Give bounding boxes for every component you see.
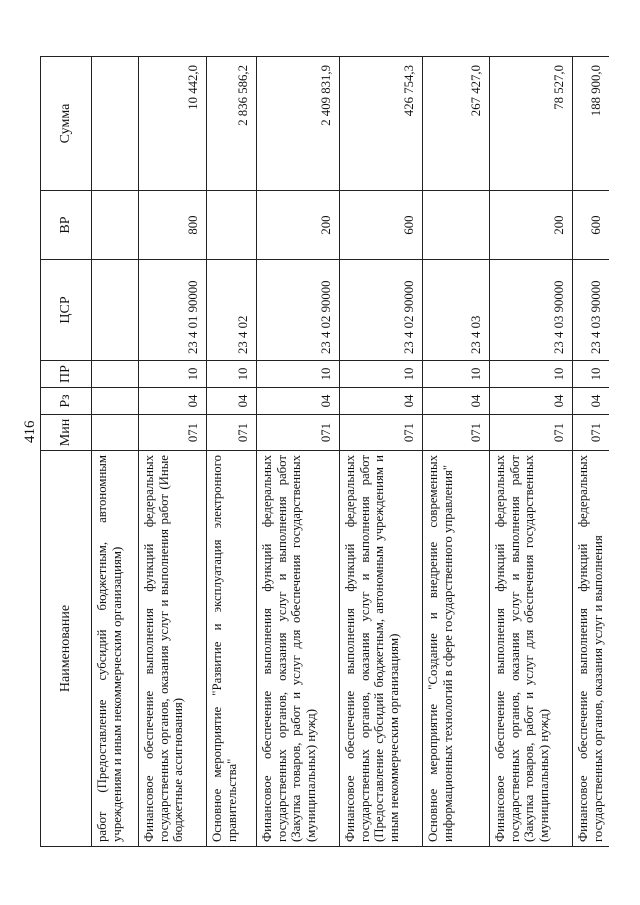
row-csr: 23 4 03 90000: [573, 260, 609, 361]
header-name: Наименование: [41, 451, 92, 847]
row-name: Финансовое обеспечение выполнения функций федеральных государственных органов, оказания услуг и выполнения работ (Предоставление субсидий бюджетным, автономным учреждениям и иным некоммерческим организациям): [340, 451, 423, 847]
row-vr: [92, 191, 139, 260]
table-row: [139, 57, 207, 847]
header-rz: Рз: [41, 388, 92, 415]
row-pr: 10: [573, 361, 609, 388]
row-vr: [207, 191, 257, 260]
rotated-page: [40, 57, 605, 847]
row-rz: 04: [340, 388, 423, 415]
row-sum: 2 836 586,2: [207, 57, 257, 191]
row-sum: 267 427,0: [423, 57, 490, 191]
row-pr: 10: [257, 361, 340, 388]
row-min: 071: [423, 415, 490, 451]
row-pr: 10: [423, 361, 490, 388]
row-sum: 78 527,0: [490, 57, 573, 191]
row-min: 071: [257, 415, 340, 451]
table-header: [41, 57, 92, 847]
table-row: [340, 57, 423, 847]
row-name: Финансовое обеспечение выполнения функций федеральных государственных органов, оказания услуг и выполнения работ (Закупка товаров, работ и услуг для обеспечения государственных (муниципальных) нужд): [490, 451, 573, 847]
table-row: [573, 57, 609, 847]
table-row: [257, 57, 340, 847]
row-name: Финансовое обеспечение выполнения функций федеральных государственных органов, оказания услуг и выполнения работ (Закупка товаров, работ и услуг для обеспечения государственных (муниципальных) нужд): [257, 451, 340, 847]
row-sum: 426 754,3: [340, 57, 423, 191]
header-csr: ЦСР: [41, 260, 92, 361]
header-pr: ПР: [41, 361, 92, 388]
page-number: 416: [22, 420, 38, 443]
row-pr: 10: [207, 361, 257, 388]
row-csr: 23 4 02 90000: [340, 260, 423, 361]
row-csr: 23 4 02: [207, 260, 257, 361]
table-row: [207, 57, 257, 847]
row-sum: 188 900,0: [573, 57, 609, 191]
row-csr: 23 4 01 90000: [139, 260, 207, 361]
row-vr: 200: [257, 191, 340, 260]
row-pr: 10: [139, 361, 207, 388]
table-row: [92, 57, 139, 847]
row-name: Основное мероприятие "Развитие и эксплуатация электронного правительства": [207, 451, 257, 847]
table-row: [490, 57, 573, 847]
row-name: Финансовое обеспечение выполнения функций федеральных государственных органов, оказания услуг и выполнения работ (Иные бюджетные ассигнования): [139, 451, 207, 847]
row-rz: 04: [573, 388, 609, 415]
row-min: 071: [573, 415, 609, 451]
row-rz: 04: [257, 388, 340, 415]
row-min: 071: [490, 415, 573, 451]
row-pr: 10: [340, 361, 423, 388]
row-rz: 04: [207, 388, 257, 415]
row-min: 071: [340, 415, 423, 451]
header-sum: Сумма: [41, 57, 92, 191]
row-name: Финансовое обеспечение выполнения функций федеральных государственных органов, оказания услуг и выполнения: [573, 451, 609, 847]
header-min: Мин: [41, 415, 92, 451]
row-rz: 04: [423, 388, 490, 415]
header-vr: ВР: [41, 191, 92, 260]
row-vr: 800: [139, 191, 207, 260]
row-name: Основное мероприятие "Создание и внедрение современных информационных технологий в сфере государственного управления": [423, 451, 490, 847]
table-row: [423, 57, 490, 847]
row-rz: 04: [490, 388, 573, 415]
row-min: [92, 415, 139, 451]
row-rz: [92, 388, 139, 415]
row-rz: 04: [139, 388, 207, 415]
budget-table: [40, 56, 609, 847]
row-vr: 600: [573, 191, 609, 260]
row-vr: 200: [490, 191, 573, 260]
row-vr: 600: [340, 191, 423, 260]
row-min: 071: [139, 415, 207, 451]
row-vr: [423, 191, 490, 260]
row-sum: 2 409 831,9: [257, 57, 340, 191]
row-sum: [92, 57, 139, 191]
row-sum: 10 442,0: [139, 57, 207, 191]
row-csr: 23 4 03 90000: [490, 260, 573, 361]
row-name: работ (Предоставление субсидий бюджетным, автономным учреждениям и иным некоммерческим организациям): [92, 451, 139, 847]
row-csr: 23 4 02 90000: [257, 260, 340, 361]
row-pr: [92, 361, 139, 388]
row-csr: [92, 260, 139, 361]
row-csr: 23 4 03: [423, 260, 490, 361]
row-min: 071: [207, 415, 257, 451]
row-pr: 10: [490, 361, 573, 388]
